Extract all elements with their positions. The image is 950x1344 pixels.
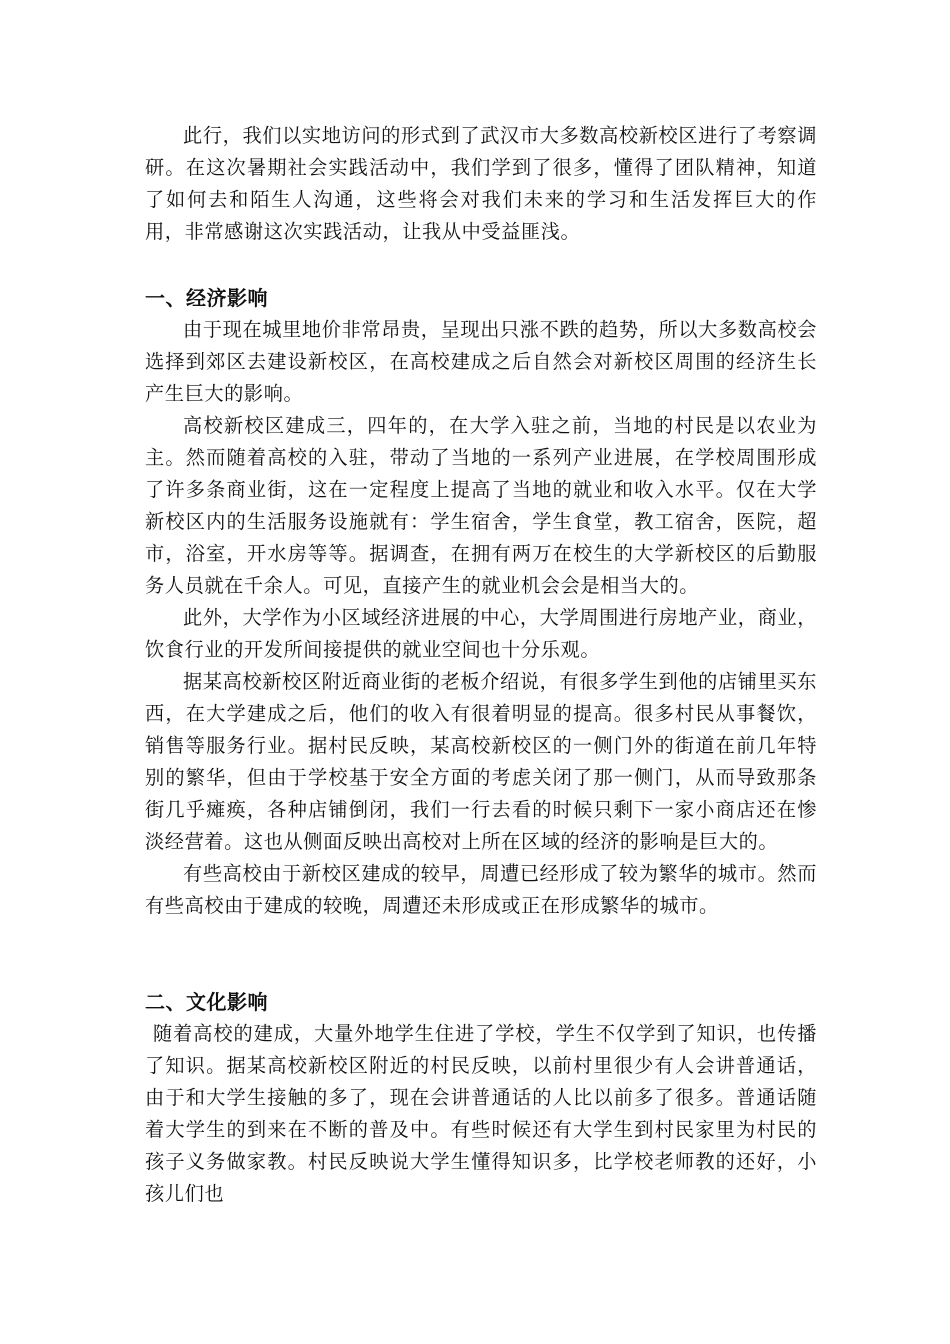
body-paragraph: 由于现在城里地价非常昂贵，呈现出只涨不跌的趋势，所以大多数高校会选择到郊区去建设新校区，在高校建成之后自然会对新校区周围的经济生长产生巨大的影响。 bbox=[145, 318, 817, 405]
body-paragraph: 随着高校的建成，大量外地学生住进了学校，学生不仅学到了知识，也传播了知识。据某高校新校区附近的村民反映，以前村里很少有人会讲普通话，由于和大学生接触的多了，现在会讲普通话的人比以前多了很多。普通话随着大学生的到来在不断的普及中。有些时候还有大学生到村民家里为村民的孩子义务做家教。村民反映说大学生懂得知识多，比学校老师教的还好，小孩儿们也 bbox=[145, 1022, 817, 1205]
body-paragraph: 此外，大学作为小区域经济进展的中心，大学周围进行房地产业，商业，饮食行业的开发所间接提供的就业空间也十分乐观。 bbox=[145, 606, 817, 661]
body-paragraph: 高校新校区建成三，四年的，在大学入驻之前，当地的村民是以农业为主。然而随着高校的入驻，带动了当地的一系列产业进展，在学校周围形成了许多条商业街，这在一定程度上提高了当地的就业和收入水平。仅在大学新校区内的生活服务设施就有：学生宿舍，学生食堂，教工宿舍，医院，超市，浴室，开水房等等。据调查，在拥有两万在校生的大学新校区的后勤服务人员就在千余人。可见，直接产生的就业机会会是相当大的。 bbox=[145, 414, 817, 597]
section-heading-cultural: 二、文化影响 bbox=[145, 990, 268, 1014]
intro-paragraph: 此行，我们以实地访问的形式到了武汉市大多数高校新校区进行了考察调研。在这次暑期社会实践活动中，我们学到了很多，懂得了团队精神，知道了如何去和陌生人沟通，这些将会对我们未来的学习和生活发挥巨大的作用，非常感谢这次实践活动，让我从中受益匪浅。 bbox=[145, 124, 817, 243]
body-paragraph: 有些高校由于新校区建成的较早，周遭已经形成了较为繁华的城市。然而有些高校由于建成的较晚，周遭还未形成或正在形成繁华的城市。 bbox=[145, 862, 817, 917]
document-page bbox=[145, 120, 817, 1210]
body-paragraph: 据某高校新校区附近商业街的老板介绍说，有很多学生到他的店铺里买东西，在大学建成之后，他们的收入有很着明显的提高。很多村民从事餐饮，销售等服务行业。据村民反映，某高校新校区的一侧门外的街道在前几年特别的繁华，但由于学校基于安全方面的考虑关闭了那一侧门，从而导致那条街几乎瘫痪，各种店铺倒闭，我们一行去看的时候只剩下一家小商店还在惨淡经营着。这也从侧面反映出高校对上所在区域的经济的影响是巨大的。 bbox=[145, 670, 817, 853]
section-heading-economic: 一、经济影响 bbox=[145, 286, 268, 310]
